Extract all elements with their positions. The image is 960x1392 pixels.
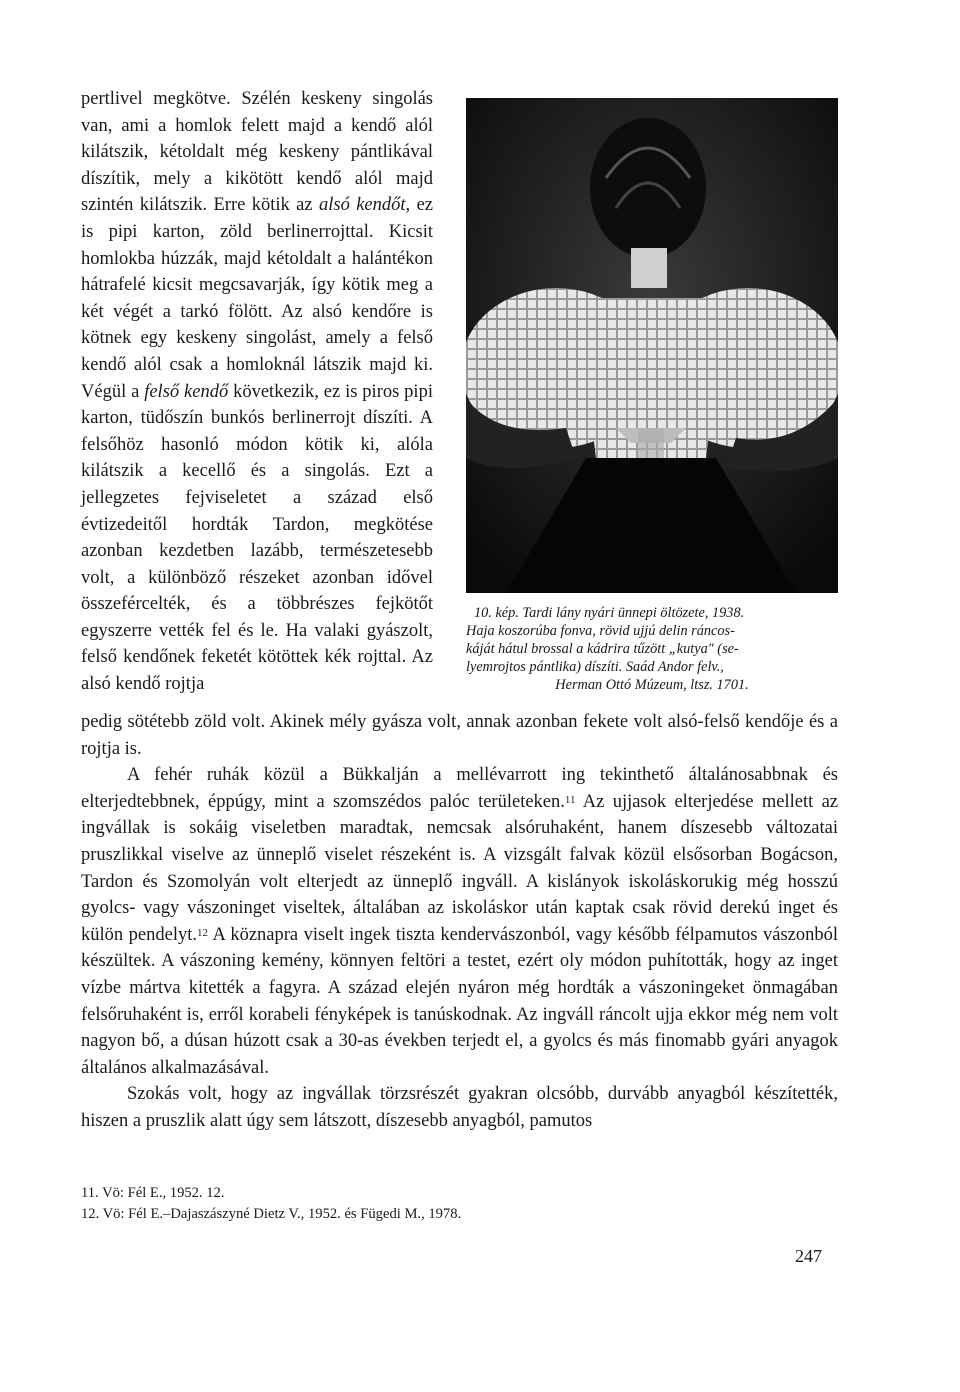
text-run: Az ujjasok elterjedése mellett az ingvállak is sokáig viseletben maradtak, nemcsak alsóruhaként, hanem díszesebb változatai pruszlikkal viselve az ünneplő viselet részeként is. A vizsgált falvak közül elsősorban Bogácson, Tardon és Szomolyán volt elterjedt az ünneplő ingváll. A kislányok iskoláskorukig még hosszú gyolcs- vagy vászoninget viseltek, általában az iskoláskor után kaptak csak rövid derekú inget és külön pendelyt.: [81, 791, 839, 945]
text-run: A fehér ruhák közül a Bükkalján a mellévarrott ing tekinthető általánosabbnak és elterjedtebbnek, éppúgy, mint a szomszédos palóc területeken.: [81, 765, 838, 812]
caption-line: Haja koszorúba fonva, rövid ujjú delin ráncos-: [466, 623, 735, 639]
caption-line: lyemrojtos pántlika) díszíti. Saád Andor felv.,: [466, 659, 724, 675]
text-run: , ez is pipi karton, zöld berlinerrojttal. Kicsit homlokba húzzák, majd kétoldalt a halántékon hátrafelé kicsit megcsavarják, így kötik meg a két végét a tarkó fölött. Az alsó kendőre is kötnek egy keskeny singolást, amely a felső kendő alól csak a homloknál látszik majd ki. Végül a: [81, 195, 433, 402]
page-number: 247: [795, 1246, 822, 1266]
footnote-ref[interactable]: 12: [196, 926, 208, 939]
paragraph: [81, 762, 838, 1081]
paragraph: [81, 86, 433, 698]
paragraph: Szokás volt, hogy az ingvállak törzsrészét gyakran olcsóbb, durvább anyagból készítették, hiszen a pruszlik alatt úgy sem látszott, díszesebb anyagból, pamutos: [81, 1084, 838, 1131]
text-run: A köznapra viselt ingek tiszta kendervászonból, vagy később félpamutos vászonból készültek. A vászoning kemény, könnyen feltöri a testet, ezért oly módon puhították, hogy az inget vízbe mártva kitették a fagyra. A század elején nyáron még hordták a vászoningeket önmagában felsőruhaként is, erről korabeli fényképek is tanúskodnak. Az ingváll ráncolt ujja ekkor még nem volt nagyon bő, a dúsan húzott csak a 30-as években terjedt el, a gyolcs és más finomabb gyári anyagok általános alkalmazásával.: [81, 924, 838, 1078]
caption-line: Herman Ottó Múzeum, ltsz. 1701.: [555, 677, 749, 693]
photograph-girl-back-view: [466, 98, 838, 593]
full-width-text: [81, 709, 838, 1135]
footnote-11: 11. Vö: Fél E., 1952. 12.: [81, 1185, 225, 1201]
text-run: pertlivel megkötve. Szélén keskeny singolás van, ami a homlok felett majd a kendő alól kilátszik, kétoldalt még keskeny pántlikával díszítik, mely a kikötött kendő alól majd szintén kilátszik. Erre kötik az: [81, 89, 433, 216]
caption-line: 10. kép. Tardi lány nyári ünnepi öltözete, 1938.: [474, 605, 745, 621]
footnote-12: 12. Vö: Fél E.–Dajaszászyné Dietz V., 1952. és Fügedi M., 1978.: [81, 1206, 462, 1222]
footnotes: [81, 1183, 681, 1225]
italic-term: alsó kendőt: [318, 195, 406, 216]
paragraph: pedig sötétebb zöld volt. Akinek mély gyásza volt, annak azonban fekete volt alsó-felső kendője és a rojtja is.: [81, 712, 838, 759]
italic-term: felső kendő: [144, 381, 229, 402]
caption-line: káját hátul brossal a kádrira tűzött „kutya" (se-: [466, 641, 739, 657]
text-run: következik, ez is piros pipi karton, tüdőszín bunkós berlinerrojt díszíti. A felsőhöz hasonló módon kötik ki, alóla kilátszik a kecellő és a singolás. Ezt a jellegzetes fejviseletet a század első évtizedeitől hordták Tardon, megkötése azonban kezdetben lazább, természetesebb volt, a különböző részeket azonban idővel összefércelték, és a többrészes fejkötőt egyszerre vették fel és le. Ha valaki gyászolt, felső kendőnek feketét kötöttek kék rojttal. Az alsó kendő rojtja: [81, 381, 433, 695]
left-column-text: [81, 86, 433, 698]
photo-caption: [466, 604, 838, 694]
footnote-ref[interactable]: 11: [564, 793, 576, 806]
